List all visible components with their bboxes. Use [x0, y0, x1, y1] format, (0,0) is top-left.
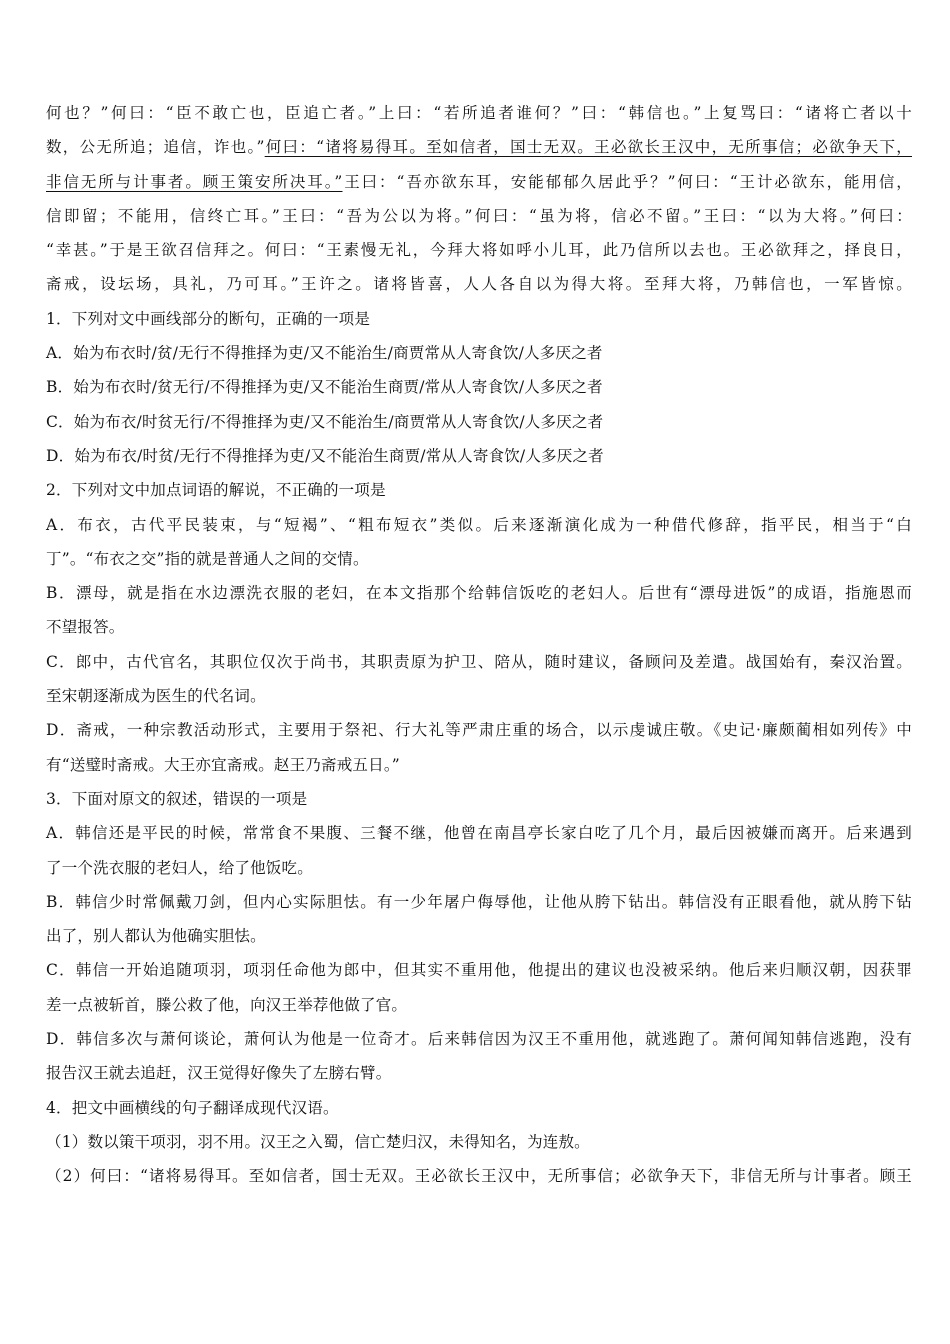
- passage-line-6: 斋戒，设坛场，具礼，乃可耳。”王许之。诸将皆喜，人人各自以为得大将。至拜大将，乃韩信也，一军皆惊。: [46, 275, 912, 294]
- question-3-option-a: A．韩信还是平民的时候，常常食不果腹、三餐不继，他曾在南昌亭长家白吃了几个月，最后因被嫌而离开。后来遇到: [46, 824, 912, 843]
- question-3-option-d: D．韩信多次与萧何谈论，萧何认为他是一位奇才。后来韩信因为汉王不重用他，就逃跑了。萧何闻知韩信逃跑，没有: [46, 1030, 912, 1049]
- document-page: [46, 96, 912, 1194]
- question-2-option-c: C．郎中，古代官名，其职位仅次于尚书，其职责原为护卫、陪从，随时建议，备顾问及差遣。战国始有，秦汉治置。: [46, 652, 912, 671]
- passage-line-5: “幸甚。”于是王欲召信拜之。何曰：“王素慢无礼，今拜大将如呼小儿耳，此乃信所以去也。王必欲拜之，择良日，: [46, 241, 912, 260]
- question-4-stem: 4．把文中画横线的句子翻译成现代汉语。: [46, 1098, 339, 1117]
- question-2-option-a-cont: 丁”。“布衣之交”指的就是普通人之间的交情。: [46, 549, 369, 568]
- question-3-option-b-cont: 出了，别人都认为他确实胆怯。: [46, 927, 266, 946]
- question-1-option-c: C．始为布衣/时贫无行/不得推择为吏/又不能治生/商贾常从人寄食饮/人多厌之者: [46, 412, 604, 431]
- passage-line-3: [46, 165, 912, 199]
- question-2-option-b-cont: 不望报答。: [46, 618, 125, 637]
- question-4-sentence-1: （1）数以策干项羽，羽不用。汉王之入蜀，信亡楚归汉，未得知名，为连敖。: [46, 1132, 590, 1151]
- question-3-stem: 3．下面对原文的叙述，错误的一项是: [46, 789, 308, 808]
- question-3-option-c-cont: 差一点被斩首，滕公救了他，向汉王举荐他做了官。: [46, 995, 408, 1014]
- question-2-option-a: A．布衣，古代平民装束，与“短褐”、“粗布短衣”类似。后来逐渐演化成为一种借代修辞，指平民，相当于“白: [46, 515, 912, 534]
- question-1-option-a: A．始为布衣时/贫/无行不得推择为吏/又不能治生/商贾常从人寄食饮/人多厌之者: [46, 344, 603, 363]
- question-3-option-c: C．韩信一开始追随项羽，项羽任命他为郎中，但其实不重用他，他提出的建议也没被采纳。他后来归顺汉朝，因获罪: [46, 961, 912, 980]
- underlined-sentence-part-2: 非信无所与计事者。顾王策安所决耳。”: [46, 172, 343, 191]
- question-2-option-b: B．漂母，就是指在水边漂洗衣服的老妇，在本文指那个给韩信饭吃的老妇人。后世有“漂母进饭”的成语，指施恩而: [46, 584, 912, 603]
- question-2-option-d: D．斋戒，一种宗教活动形式，主要用于祭祀、行大礼等严肃庄重的场合，以示虔诚庄敬。《史记·廉颇蔺相如列传》中: [46, 721, 912, 740]
- question-1-stem: 1．下列对文中画线部分的断句，正确的一项是: [46, 309, 371, 328]
- question-1-option-d: D．始为布衣/时贫/无行不得推择为吏/又不能治生商贾/常从人寄食饮/人多厌之者: [46, 446, 604, 465]
- question-1-option-b: B．始为布衣时/贫无行/不得推择为吏/又不能治生商贾/常从人寄食饮/人多厌之者: [46, 378, 603, 397]
- question-4-sentence-2: （2）何曰：“诸将易得耳。至如信者，国士无双。王必欲长王汉中，无所事信；必欲争天下，非信无所与计事者。顾王: [46, 1167, 912, 1186]
- question-2-option-d-cont: 有“送璧时斋戒。大王亦宜斋戒。赵王乃斋戒五日。”: [46, 755, 400, 774]
- underlined-sentence-part-1: 何曰：“诸将易得耳。至如信者，国士无双。王必欲长王汉中，无所事信；必欲争天下，: [264, 138, 912, 157]
- question-3-option-a-cont: 了一个洗衣服的老妇人，给了他饭吃。: [46, 858, 313, 877]
- question-3-option-b: B．韩信少时常佩戴刀剑，但内心实际胆怯。有一少年屠户侮辱他，让他从胯下钻出。韩信没有正眼看他，就从胯下钻: [46, 892, 912, 911]
- passage-line-1: 何也？”何曰：“臣不敢亡也，臣追亡者。”上曰：“若所追者谁何？”曰：“韩信也。”上复骂曰：“诸将亡者以十: [46, 104, 912, 122]
- passage-line-4: 信即留；不能用，信终亡耳。”王曰：“吾为公以为将。”何曰：“虽为将，信必不留。”王曰：“以为大将。”何曰：: [46, 206, 912, 225]
- question-3-option-d-cont: 报告汉王就去追赶，汉王觉得好像失了左膀右臂。: [46, 1064, 392, 1083]
- passage-line-2-text: 数，公无所追；追信，诈也。”: [46, 138, 265, 157]
- passage-line-2: [46, 130, 912, 164]
- question-2-stem: 2．下列对文中加点词语的解说，不正确的一项是: [46, 481, 386, 500]
- passage-line-3-text: 王曰：“吾亦欲东耳，安能郁郁久居此乎？”何曰：“王计必欲东，能用信，: [342, 172, 913, 191]
- question-2-option-c-cont: 至宋朝逐渐成为医生的代名词。: [46, 687, 266, 706]
